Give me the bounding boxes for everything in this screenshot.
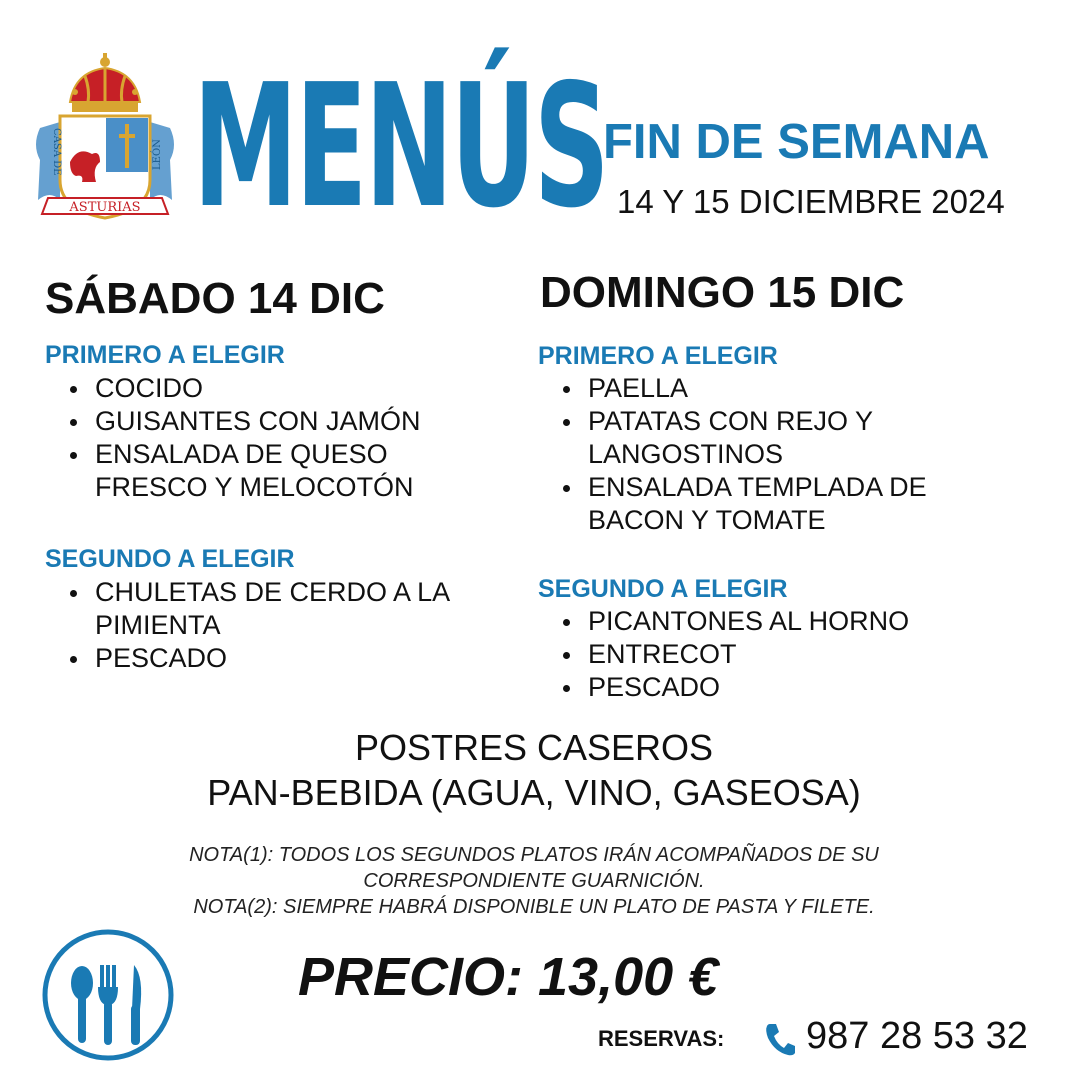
desserts-text: POSTRES CASEROS — [354, 727, 714, 768]
weekend-subtitle: FIN DE SEMANA — [603, 115, 990, 169]
saturday-title: SÁBADO 14 DIC — [45, 274, 385, 323]
sunday-second-course-title: SEGUNDO A ELEGIR — [538, 575, 788, 603]
note-1-line-2: CORRESPONDIENTE GUARNICIÓN. — [363, 870, 705, 892]
list-item: GUISANTES CON JAMÓN — [45, 405, 485, 438]
phone-icon — [763, 1021, 797, 1057]
list-item: ENTRECOT — [538, 638, 998, 671]
sunday-first-course-title: PRIMERO A ELEGIR — [538, 342, 778, 370]
price-text: PRECIO: 13,00 € — [298, 947, 719, 1007]
crest-banner-text: ASTURIAS — [69, 200, 141, 215]
extras-section — [0, 725, 1068, 815]
sunday-second-course-list — [538, 605, 998, 704]
saturday-first-course-title: PRIMERO A ELEGIR — [45, 341, 285, 369]
crown-icon — [70, 53, 140, 112]
list-item: PESCADO — [45, 642, 485, 675]
saturday-second-course-title: SEGUNDO A ELEGIR — [45, 545, 295, 573]
crest-left-text: CASA DE — [51, 128, 62, 176]
saturday-second-course-list — [45, 576, 485, 675]
list-item: CHULETAS DE CERDO A LA PIMIENTA — [45, 576, 485, 642]
list-item: PATATAS CON REJO Y LANGOSTINOS — [538, 405, 998, 471]
saturday-first-course-list — [45, 372, 485, 504]
list-item: ENSALADA DE QUESO FRESCO Y MELOCOTÓN — [45, 438, 485, 504]
list-item: PESCADO — [538, 671, 998, 704]
list-item: ENSALADA TEMPLADA DE BACON Y TOMATE — [538, 471, 998, 537]
menu-title: MENÚS — [193, 48, 608, 246]
bread-drinks-text: PAN-BEBIDA (AGUA, VINO, GASEOSA) — [207, 772, 861, 813]
list-item: PAELLA — [538, 372, 998, 405]
note-2: NOTA(2): SIEMPRE HABRÁ DISPONIBLE UN PLATO DE PASTA Y FILETE. — [193, 896, 875, 918]
note-1-line-1: NOTA(1): TODOS LOS SEGUNDOS PLATOS IRÁN ACOMPAÑADOS DE SU — [189, 844, 879, 866]
sunday-title: DOMINGO 15 DIC — [540, 268, 905, 317]
list-item: PICANTONES AL HORNO — [538, 605, 998, 638]
list-item: COCIDO — [45, 372, 485, 405]
reservations — [598, 1012, 1068, 1062]
notes-section — [0, 842, 1068, 920]
reservations-label: RESERVAS: — [598, 1026, 725, 1051]
crest-right-text: LEÓN — [152, 139, 163, 170]
cutlery-icon — [40, 927, 176, 1063]
phone-number[interactable]: 987 28 53 32 — [806, 1015, 1028, 1057]
sunday-first-course-list — [538, 372, 998, 537]
coat-of-arms-icon — [30, 50, 180, 225]
weekend-dates: 14 Y 15 DICIEMBRE 2024 — [617, 183, 1005, 220]
